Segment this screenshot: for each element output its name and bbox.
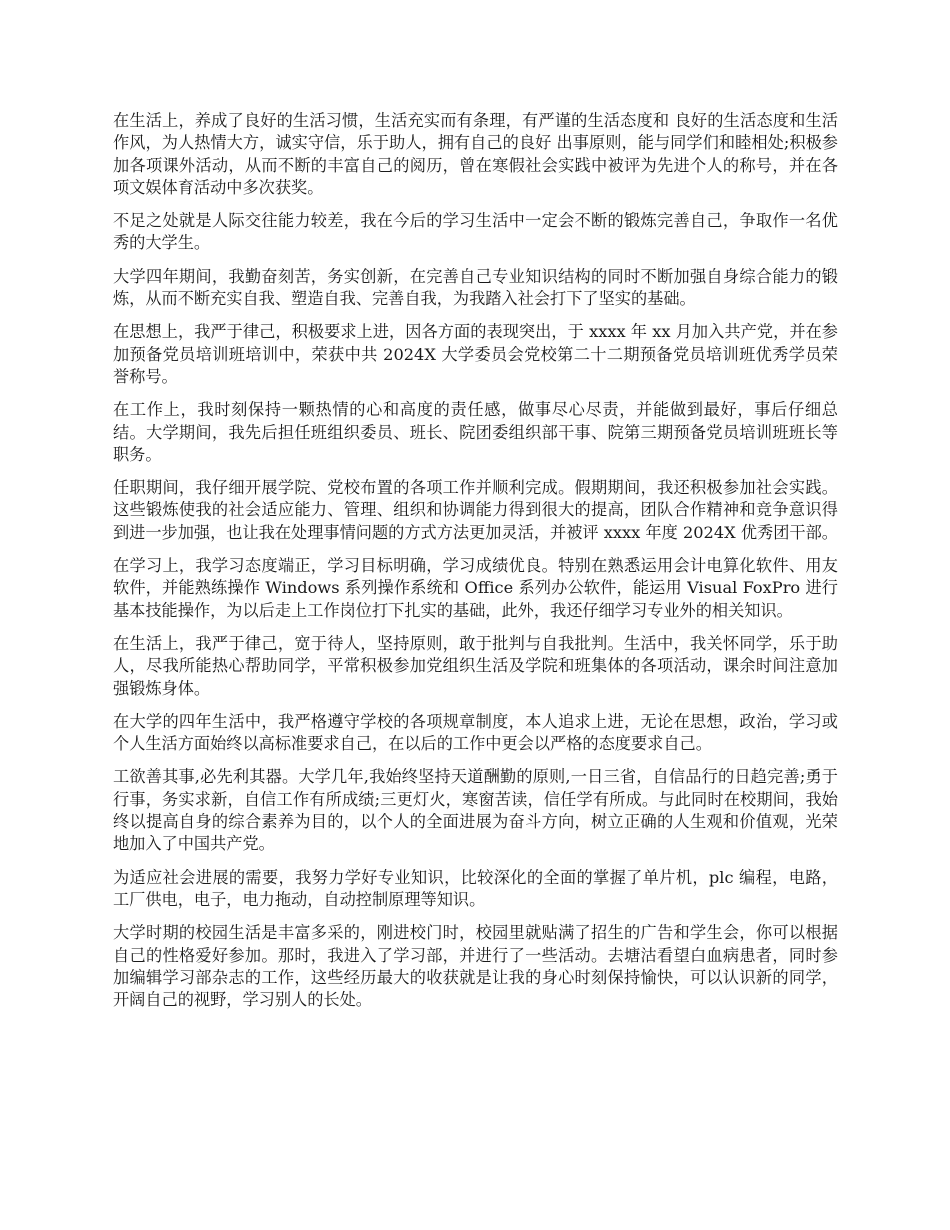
paragraph-4: 在思想上，我严于律己，积极要求上进，因各方面的表现突出，于 xxxx 年 xx 月加入共产党，并在参加预备党员培训班培训中，荣获中共 2024X 大学委员会党校第二十二期预备党员培训班优秀学员荣誉称号。 bbox=[113, 322, 838, 386]
paragraph-6: 任职期间，我仔细开展学院、党校布置的各项工作并顺利完成。假期期间，我还积极参加社会实践。这些锻炼使我的社会适应能力、管理、组织和协调能力得到很大的提高，团队合作精神和竞争意识得到进一步加强，也让我在处理事情问题的方式方法更加灵活，并被评 xxxx 年度 2024X 优秀团干部。 bbox=[113, 478, 838, 542]
paragraph-11: 为适应社会进展的需要，我努力学好专业知识，比较深化的全面的掌握了单片机，plc 编程，电路，工厂供电，电子，电力拖动，自动控制原理等知识。 bbox=[113, 867, 838, 909]
document-body bbox=[113, 110, 838, 1022]
paragraph-10: 工欲善其事,必先利其器。大学几年,我始终坚持天道酬勤的原则,一日三省，自信品行的日趋完善;勇于行事，务实求新，自信工作有所成绩;三更灯火，寒窗苦读，信任学有所成。与此同时在校期间，我始终以提高自身的综合素养为目的，以个人的全面进展为奋斗方向，树立正确的人生观和价值观，光荣地加入了中国共产党。 bbox=[113, 767, 838, 854]
paragraph-3: 大学四年期间，我勤奋刻苦，务实创新，在完善自己专业知识结构的同时不断加强自身综合能力的锻炼，从而不断充实自我、塑造自我、完善自我，为我踏入社会打下了坚实的基础。 bbox=[113, 266, 838, 309]
paragraph-8: 在生活上，我严于律己，宽于待人，坚持原则，敢于批判与自我批判。生活中，我关怀同学，乐于助人，尽我所能热心帮助同学，平常积极参加党组织生活及学院和班集体的各项活动，课余时间注意加强锻炼身体。 bbox=[113, 633, 838, 698]
paragraph-9: 在大学的四年生活中，我严格遵守学校的各项规章制度，本人追求上进，无论在思想，政治，学习或个人生活方面始终以高标准要求自己，在以后的工作中更会以严格的态度要求自己。 bbox=[113, 711, 838, 754]
paragraph-7: 在学习上，我学习态度端正，学习目标明确，学习成绩优良。特别在熟悉运用会计电算化软件、用友软件，并能熟练操作 Windows 系列操作系统和 Office 系列办公软件，能运用 Visual FoxPro 进行基本技能操作，为以后走上工作岗位打下扎实的基础，此外，我还仔细学习专业外的相关知识。 bbox=[113, 556, 838, 620]
paragraph-5: 在工作上，我时刻保持一颗热情的心和高度的责任感，做事尽心尽责，并能做到最好，事后仔细总结。大学期间，我先后担任班组织委员、班长、院团委组织部干事、院第三期预备党员培训班班长等职务。 bbox=[113, 400, 838, 464]
paragraph-2: 不足之处就是人际交往能力较差，我在今后的学习生活中一定会不断的锻炼完善自己，争取作一名优秀的大学生。 bbox=[113, 211, 838, 253]
paragraph-1: 在生活上，养成了良好的生活习惯，生活充实而有条理，有严谨的生活态度和 良好的生活态度和生活作风，为人热情大方，诚实守信，乐于助人，拥有自己的良好 出事原则，能与同学们和睦相处;积极参加各项课外活动，从而不断的丰富自己的阅历，曾在寒假社会实践中被评为先进个人的称号，并在各项文娱体育活动中多次获奖。 bbox=[113, 111, 838, 197]
paragraph-12: 大学时期的校园生活是丰富多采的，刚进校门时，校园里就贴满了招生的广告和学生会，你可以根据自己的性格爱好参加。那时，我进入了学习部，并进行了一些活动。去塘沽看望白血病患者，同时参加编辑学习部杂志的工作，这些经历最大的收获就是让我的身心时刻保持愉快，可以认识新的同学，开阔自己的视野，学习别人的长处。 bbox=[113, 923, 838, 1010]
